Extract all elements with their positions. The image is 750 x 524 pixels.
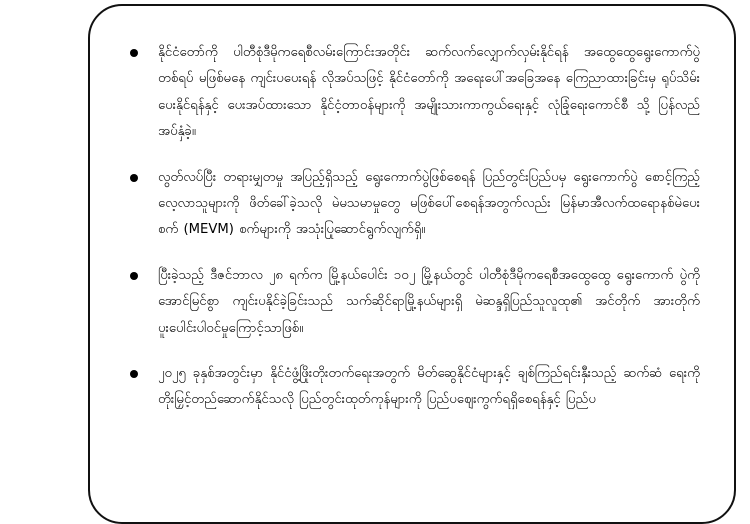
- bullet-paragraph: ပြီးခဲ့သည့် ဒီဇင်ဘာလ ၂၈ ရက်က မြို့နယ်ပေါင်း ၁၀၂ မြို့နယ်တွင် ပါတီစုံဒီမိုကရေစီအထွေထွေ ရွေးကောက် ပွဲကို အောင်မြင်စွာ ကျင်းပနိုင်ခဲ့ခြင်းသည် သက်ဆိုင်ရာမြို့နယ်များရှိ မဲဆန္ဒရှိပြည်သူလူထု၏ အင်တိုက် အားတိုက် ပူးပေါင်းပါဝင်မှုကြောင့်သာဖြစ်။: [158, 267, 700, 336]
- bullet-dot-icon: [130, 174, 138, 182]
- list-item: [124, 361, 700, 414]
- bullet-dot-icon: [130, 370, 138, 378]
- card-content: [90, 6, 734, 522]
- bullet-paragraph: လွတ်လပ်ပြီး တရားမျှတမှု အပြည့်ရှိသည့် ရွေးကောက်ပွဲဖြစ်စေရန် ပြည်တွင်းပြည်ပမှ ရွေးကောက်ပွဲ စောင့်ကြည့်လေ့လာသူများကို ဖိတ်ခေါ်ခဲ့သလို မဲမသမာမှုတွေ မဖြစ်ပေါ်စေရန်အတွက်လည်း မြန်မာအီလက်ထရောနစ်မဲပေးစက် (MEVM) စက်များကို အသုံးပြုဆောင်ရွက်လျက်ရှိ။: [158, 169, 700, 238]
- list-item: [124, 263, 700, 342]
- bullet-paragraph: ၂၀၂၅ ခုနှစ်အတွင်းမှာ နိုင်ငံဖွံ့ဖြိုးတိုးတက်ရေးအတွက် မိတ်ဆွေနိုင်ငံများနှင့် ချစ်ကြည်ရင်းနှီးသည့် ဆက်ဆံ ရေးကို တိုးမြှင့်တည်ဆောက်နိုင်သလို ပြည်တွင်းထုတ်ကုန်များကို ပြည်ပဈေးကွက်ရရှိစေရန်နှင့် ပြည်ပ: [158, 366, 700, 408]
- bullet-dot-icon: [130, 49, 138, 57]
- bullet-dot-icon: [130, 272, 138, 280]
- bullet-paragraph: နိုင်ငံတော်ကို ပါတီစုံဒီမိုကရေစီလမ်းကြောင်းအတိုင်း ဆက်လက်လျှောက်လှမ်းနိုင်ရန် အထွေထွေရွေးကောက်ပွဲ တစ်ရပ် မဖြစ်မနေ ကျင်းပပေးရန် လိုအပ်သဖြင့် နိုင်ငံတော်ကို အရေးပေါ်အခြေအနေ ကြေညာထားခြင်းမှ ရုပ်သိမ်းပေးနိုင်ရန်နှင့် ပေးအပ်ထားသော နိုင်ငံ့တာဝန်များကို အမျိုးသားကာကွယ်ရေးနှင့် လုံခြုံရေးကောင်စီ သို့ ပြန်လည်အပ်နှံခဲ့။: [158, 45, 700, 140]
- bullet-list: [124, 40, 700, 414]
- rounded-card-outline: [88, 4, 736, 524]
- list-item: [124, 40, 700, 146]
- list-item: [124, 165, 700, 244]
